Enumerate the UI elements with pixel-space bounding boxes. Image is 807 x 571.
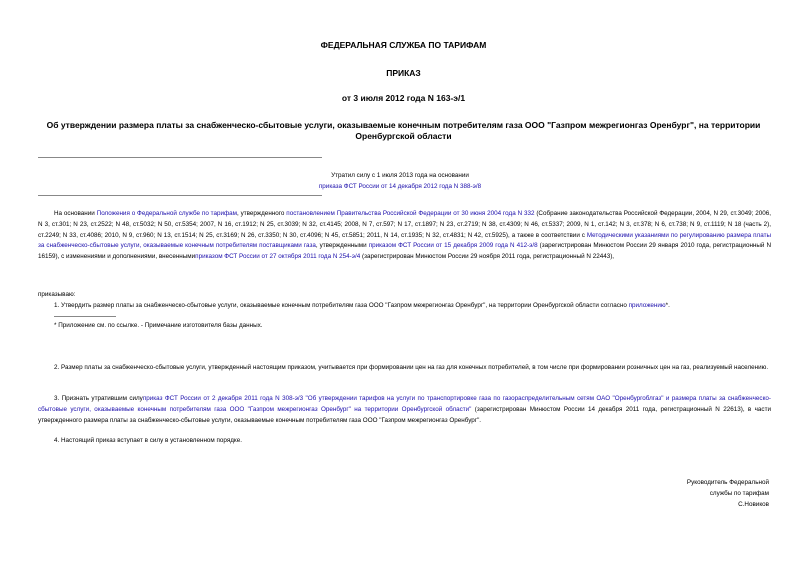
item-1-text: 1. Утвердить размер платы за снабженческо-сбытовые услуги, оказываемые конечным потребителям газа ООО "Газпром межрегионгаз Оренбург", на территории Оренбургской области согласно [54, 302, 629, 309]
link-order-254[interactable]: приказом ФСТ России от 27 октября 2011 года N 254-э/4 [195, 253, 361, 261]
document-type: ПРИКАЗ [386, 68, 421, 78]
link-appendix[interactable]: приложению [628, 302, 666, 309]
signature-position: Руководитель Федеральной [686, 479, 769, 486]
divider-top [38, 157, 322, 158]
link-order-412[interactable]: приказом ФСТ России от 15 декабря 2009 года N 412-э/8 [368, 242, 538, 250]
link-regulation-fst[interactable]: Положения о Федеральной службе по тарифам [96, 210, 238, 217]
preamble-text-5: (зарегистрирован Минюстом России 29 января 2010 года, регистрационный N 16159), с изменениями и дополнениями, внесенными [38, 242, 772, 261]
link-order-308[interactable]: приказ ФСТ России от 2 декабря 2011 года N 308-э/3 "Об утверждении тарифов на услуги по транспортировке газа по газораспределительным сетям ОАО "Оренбургоблгаз" и размера платы за снабженческо-сбытовые услуги, оказываемые конечным потребителям газа ООО "Газпром межрегионгаз Оренбург" на территории Оренбургской области" [38, 395, 771, 413]
item-1-tail: *. [665, 302, 670, 309]
validity-note [210, 170, 590, 192]
divider-bottom [38, 195, 322, 196]
signature-name: С.Новиков [738, 500, 769, 508]
preamble-text-2: , утвержденного [237, 210, 287, 217]
link-methodical-guidelines[interactable]: Методическими указаниями по регулированию размера платы за снабженческо-сбытовые услуги, оказываемые конечным потребителям поставщиками газа [38, 231, 771, 250]
preamble-text-3: (Собрание законодательства Российской Федерации, 2004, N 29, ст.3049; 2006, N 3, ст.301; N 23, ст.2522; N 48, ст.5032; N 50, ст.5354; 2007, N 16, ст.1912; N 25, ст.3039; N 32, ст.4145; 2008, N 7, ст.597; N 17, ст.1897; N 23, ст.2719; N 38, ст.4309; N 46, ст.5337; 2009, N 1, ст.142; N 3, ст.378; N 6, ст.738; N 9, ст.1119; N 18 (часть 2), ст.2249; N 33, ст.4086; 2010, N 9, ст.960; N 13, ст.1514; N 25, ст.3169; N 26, ст.3350; N 30, ст.4096; N 45, ст.5851; 2011, N 14, ст.1935; N 32, ст.4831; N 42, ст.5925), а также в соответствии с [38, 210, 771, 239]
signature-agency: службы по тарифам [709, 489, 769, 497]
signature-block [687, 478, 769, 510]
item-1 [38, 301, 771, 312]
preamble-text-6: (зарегистрирован Минюстом России 29 ноября 2011 года, регистрационный N 22443), [360, 253, 615, 261]
footnote: * Приложение см. по ссылке. - Примечание изготовителя базы данных. [54, 322, 263, 329]
validity-note-link[interactable]: приказа ФСТ России от 14 декабря 2012 года N 388-э/8 [318, 183, 482, 190]
order-word: приказываю: [38, 291, 76, 298]
item-4: 4. Настоящий приказ вступает в силу в установленном порядке. [54, 437, 243, 444]
validity-note-text: Утратил силу с 1 июля 2013 года на основании [331, 172, 469, 179]
document-date-number: от 3 июля 2012 года N 163-э/1 [341, 93, 466, 103]
agency-name: ФЕДЕРАЛЬНАЯ СЛУЖБА ПО ТАРИФАМ [320, 40, 487, 50]
preamble-text-1: На основании [54, 210, 97, 217]
item-2: 2. Размер платы за снабженческо-сбытовые услуги, утвержденный настоящим приказом, учитывается при формировании цен на газ для конечных потребителей, в том числе при формировании розничных цен на газ, реализуемый населению. [54, 364, 769, 371]
item-3 [38, 394, 771, 426]
preamble-paragraph [38, 209, 771, 263]
document-title: Об утверждении размера платы за снабженческо-сбытовые услуги, оказываемые конечным потребителям газа ООО "Газпром межрегионгаз Оренбург", на территории Оренбургской области [46, 120, 761, 141]
link-government-decree[interactable]: постановлением Правительства Российской Федерации от 30 июня 2004 года N 332 [286, 210, 535, 217]
footnote-divider [54, 316, 116, 317]
preamble-text-4: , утвержденными [315, 242, 369, 250]
item-3-text-1: 3. Признать утратившим силу [54, 395, 143, 402]
item-3-text-2: (зарегистрирован Минюстом России 14 декабря 2011 года, регистрационный N 22613), в части утвержденного размера платы за снабженческо-сбытовые услуги, оказываемые конечным потребителям газа ООО "Газпром межрегионгаз Оренбург". [38, 405, 771, 424]
